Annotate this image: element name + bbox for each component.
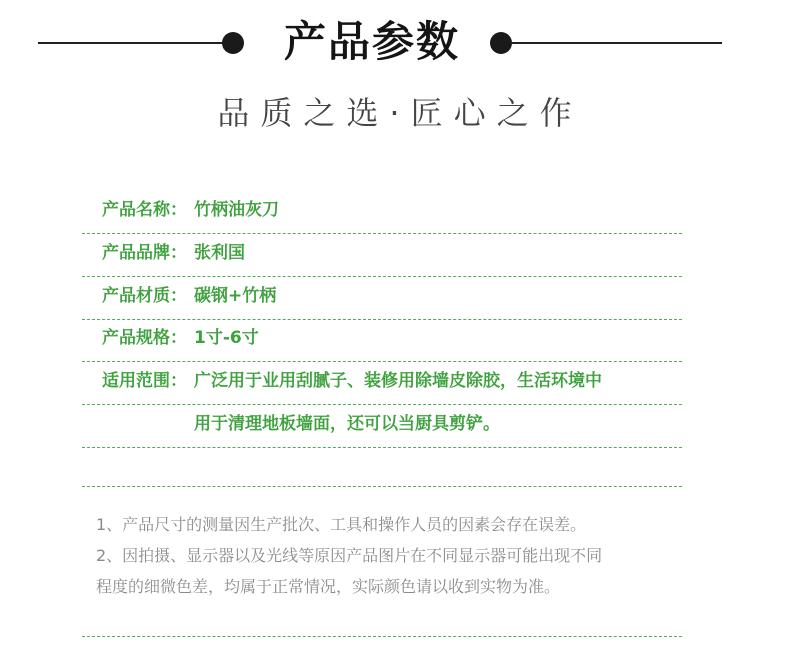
param-row-usage-continued xyxy=(82,404,682,448)
note-line: 2、因拍摄、显示器以及光线等原因产品图片在不同显示器可能出现不同 xyxy=(96,546,603,565)
header-dot-left xyxy=(222,32,244,54)
param-row-brand xyxy=(82,233,682,277)
param-row-material xyxy=(82,276,682,320)
param-label: 产品名称： xyxy=(102,200,187,220)
param-value: 广泛用于业用刮腻子、装修用除墙皮除胶，生活环境中 xyxy=(194,371,602,391)
header-divider-left xyxy=(38,42,234,44)
param-value: 碳钢+竹柄 xyxy=(194,286,277,306)
page-subtitle: 品质之选·匠心之作 xyxy=(217,94,583,132)
param-label: 适用范围： xyxy=(102,371,187,391)
section-header xyxy=(0,0,800,88)
param-label: 产品规格： xyxy=(102,328,187,348)
param-label: 产品品牌： xyxy=(102,243,187,263)
header-divider-right xyxy=(512,42,722,44)
dashed-divider xyxy=(82,447,682,448)
param-label: 产品材质： xyxy=(102,286,187,306)
param-value: 张利国 xyxy=(194,243,245,263)
param-value: 竹柄油灰刀 xyxy=(194,200,279,220)
note-line: 1、产品尺寸的测量因生产批次、工具和操作人员的因素会存在误差。 xyxy=(96,515,587,534)
page-title: 产品参数 xyxy=(283,17,460,66)
param-value: 1寸-6寸 xyxy=(194,328,259,348)
dashed-divider xyxy=(82,486,682,487)
header-dot-right xyxy=(490,32,512,54)
param-value-continued: 用于清理地板墙面，还可以当厨具剪铲。 xyxy=(194,414,500,434)
param-row-name xyxy=(82,190,682,234)
dashed-divider xyxy=(82,636,682,637)
param-row-spec xyxy=(82,318,682,362)
note-line: 程度的细微色差，均属于正常情况，实际颜色请以收到实物为准。 xyxy=(96,577,561,596)
param-row-usage xyxy=(82,361,682,405)
